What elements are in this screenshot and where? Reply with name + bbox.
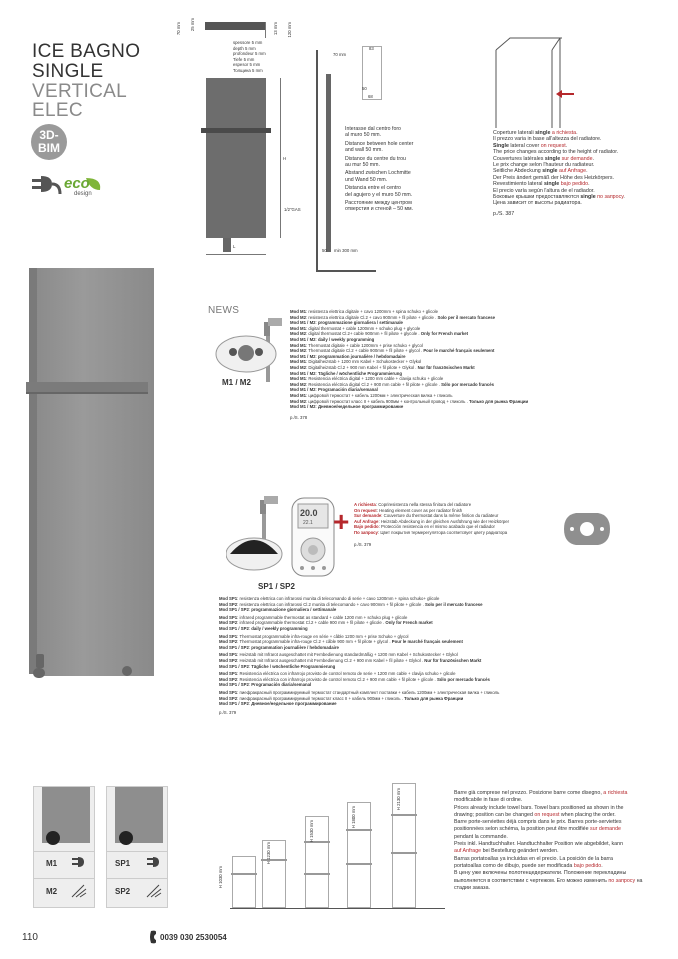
thumb-m2-label: M2 (46, 887, 58, 896)
sp-spec-line: Mod SP1 / SP2: programmation journalière / hebdomadaire (219, 644, 339, 650)
bars-line: positionnées selon schéma, la position peut être modifiée sur demande (454, 826, 621, 833)
on-request-ref[interactable]: p./S. 379 (354, 541, 372, 547)
news-label: NEWS (208, 305, 240, 316)
dim-70-side: 70 mm (333, 52, 347, 57)
sp-model-label: SP1 / SP2 (258, 582, 295, 591)
height-label-1530: H 1530 mm (309, 820, 314, 843)
towel-bar-drawing (201, 128, 271, 133)
sp-spec-line: Mod SP1: Thermostat programmable infra-rouge en série + câble 1200 mm + prise Schuko + glycol (219, 633, 409, 639)
side-cover-line: The price changes according to the height of radiator. (493, 149, 619, 156)
side-cover-note (493, 130, 625, 217)
eco-sub: design (74, 191, 92, 197)
m-spec-line: Mod M1 / M2: programmazione giornaliera / settimanale (290, 320, 403, 326)
side-cover-line: Seitliche Abdeckung single auf Anfrage. (493, 168, 588, 175)
side-cover-line: Single lateral cover on request. (493, 142, 568, 149)
sp-spec-line: Mod SP1: infrared programmable thermostat as standard + cable 1200 mm + schuko plug + glicole (219, 614, 408, 620)
sp-spec-line: Mod SP2: infrared programmable thermostat Cl.2 + cable 900 mm + fil pilote + glicole . Only for French market (219, 620, 433, 626)
floor-line (316, 270, 376, 272)
radiator-photo-side (29, 268, 37, 674)
bracket-detail (362, 46, 382, 100)
sp-spec-block (219, 596, 499, 715)
side-cover-line: Цена зависит от высоты радиатора. (493, 200, 582, 207)
heating-element-drawing (223, 238, 231, 252)
bars-line: Barre porte-serviettes déjà compris dans le prix. Barres porte-serviettes (454, 819, 622, 826)
m-spec-block (290, 309, 528, 420)
bim-badge-line1: 3D- (39, 128, 59, 142)
phone-number[interactable]: 0039 030 2530054 (160, 933, 227, 942)
m-spec-line: Mod M2: цифровой термостат класс II + кабель 900мм + контрольный провод + гликоль . Только для рынка Франции (290, 398, 529, 404)
product-title-line3: VERTICAL (32, 81, 127, 102)
product-title-line1: ICE BAGNO (32, 41, 141, 62)
bars-line: portatoallas como de dibujo, puede ser modificada bajo pedido. (454, 862, 603, 869)
dim-68: 68 (368, 94, 373, 99)
radiator-front-drawing (206, 78, 266, 238)
interaxis-line: отверстия и стеной – 50 мм. (345, 206, 414, 213)
photo-foot-left (36, 654, 44, 668)
dim-50: 50 (362, 86, 367, 91)
m-spec-line: Mod M1 / M2: Programación diaria/semanal (290, 387, 378, 393)
height-label-1030: H 1030 mm (218, 866, 223, 889)
side-cover-line: Couvertures latérales single sur demande. (493, 155, 595, 162)
m-spec-line: Mod M1 / M2: Tägliche / wöchentliche Programmierung (290, 370, 402, 376)
interaxis-line: und Wand 50 mm. (345, 176, 388, 183)
radiator-photo (36, 268, 154, 676)
m-spec-line: Mod M2: Resistencia eléctrica digital Cl.2 + 900 mm cable + fil pilote + glicole . Sólo por mercado francés (290, 381, 495, 387)
thumb-m (33, 786, 95, 908)
phone-icon (149, 929, 159, 945)
m-spec-line: Mod M1: Thermostat digitale + cable 1200mm + prise schuko + glycol (290, 342, 423, 348)
sp-spec-line: Mod SP1: resistenza elettrica con infrarossi munita di telecomando di serie + cavo 1200mm + spina schuko+ glicole (219, 596, 440, 601)
thumb-sp2-label: SP2 (115, 887, 131, 896)
towel-bar-photo (26, 382, 148, 394)
sp-spec-line: Mod SP2: resistenza elettrica con infrarossi Cl.2 munita di telecomando + cavo 900mm + fil pilote + glicole . Solo per il mercato francese (219, 601, 483, 607)
photo-element (33, 668, 45, 678)
side-cover-line: Der Preis ändert gemäß der Höhe des Heizkörpers. (493, 174, 614, 181)
sp-spec-line: Mod SP2: пиефракрасный программируемый термостат класс II + кабель 900мм + гликоль . Только для рынка Франции (219, 695, 464, 701)
thermo-display-temp: 20.0 (300, 508, 318, 518)
interaxis-note (345, 126, 413, 213)
bars-line: Preis inkl. Handtuchhalter. Handtuchhalter Position wie abgebildet, kann (454, 841, 624, 848)
bars-line: Barre già comprese nel prezzo. Posizione barre come disegno, a richiesta (454, 790, 628, 796)
m-spec-line: Mod M2: Thermostat digitale Cl.2 + cable 900mm + fil pilote + glycol . Pour le marché français seulement (290, 348, 495, 354)
height-label-2130: H 2130 mm (396, 788, 401, 811)
sp-spec-line: Mod SP1: пиефракрасный программируемый термостат стандартный комплект поставки + кабель 1200мм + электрическая вилка + гликоль (219, 689, 500, 695)
thickness-ru: Толщина 5 mm (233, 67, 263, 73)
on-request-line: По запросу: Цвет покрытия термерегулятора соответсвует цвету радиатора (354, 529, 508, 535)
photo-foot-right (122, 666, 132, 676)
sp-spec-line: Mod SP1: Heizstab mit Infrarot ausgeschattet mit Fernbedienung standardmäßig + 1200 mm Kabel + Schukostecker + Glykol (219, 652, 458, 658)
m-spec-line: Mod M1: Resistencia eléctrica digital + 1200 mm cable + clavija schuko + glicole (290, 376, 444, 382)
side-cover-line: El precio varía según l'altura de el radiador. (493, 187, 595, 194)
plug-small-icon (145, 855, 163, 871)
bars-line: modificabile in fase di ordine. (454, 797, 523, 804)
height-label-1230: H 1230 mm (266, 842, 271, 865)
sp-spec-line: Mod SP1 / SP2: Tägliche / wöchentliche Programmierung (219, 663, 336, 669)
thumb-m-element (46, 831, 60, 845)
bars-line: выполняется в соответствии с чертежом. Его можно изменить по запросу на (454, 877, 643, 884)
bars-line: Barras portatoallas ya incluidas en el precio. La posición de la barra (454, 855, 613, 862)
thumb-sp1-label: SP1 (115, 859, 131, 868)
bars-line: стадии заказа. (454, 884, 490, 891)
dim-120: 120 mm (287, 22, 292, 38)
eco-design-logo (64, 176, 92, 197)
sp-spec-line: Mod SP2: Resistencia eléctrica con infrarrojo provisto de control remoto Cl.2 + 900 mm cable + fil pilote + glicole . Sólo por mercado francés (219, 676, 490, 682)
radiator-h1030 (232, 856, 256, 908)
interaxis-line: and wall 50 mm. (345, 147, 383, 154)
on-request-line: Auf Anfrage: Heizstab Abdeckung in der gleichen Ausführung wie der Heizkörper (354, 518, 510, 524)
sp-spec-line: Mod SP1 / SP2: programmazione giornaliera / settimanale (219, 607, 337, 613)
bim-badge[interactable] (31, 124, 67, 160)
m-spec-line: Mod M2: resistenza elettrica digitale Cl.2 + cavo 900mm + fil pilote + glicole . Solo per il mercato francese (290, 314, 496, 320)
dim-line-h (280, 78, 281, 238)
m-spec-line: Mod M1 / M2: daily / weekly programming (290, 336, 375, 342)
bim-badge-line2: BIM (38, 141, 60, 155)
on-request-block (354, 502, 509, 547)
side-cover-line: Coperture laterali single a richiesta. (493, 130, 578, 136)
dim-25: 25 mm (190, 18, 195, 32)
height-label-1800: H 1800 mm (351, 806, 356, 829)
dim-70: 70 mm (176, 22, 181, 36)
thumb-m1-label: M1 (46, 859, 58, 868)
top-section-profile (205, 22, 265, 30)
thickness-de: Tiefe 5 mm (233, 56, 255, 62)
cover-plate-image (560, 505, 614, 553)
sp-spec-line: Mod SP2: Heizstab mit Infrarot ausgeschattet mit Fernbedienung Cl.2 + 900 mm Kabel + fil pilote + Glykol . Nur für französischen Markt (219, 657, 482, 663)
sp-spec-line: Mod SP1 / SP2: daily / weekly programming (219, 625, 308, 631)
m-model-label: M1 / M2 (222, 378, 251, 387)
m-ref[interactable]: p./S. 378 (290, 414, 308, 420)
on-request-line: Sur demande: Couverture du thermostat dans la même finition du radiateur (354, 513, 499, 519)
bars-line: В цену уже включены полотенцедержатели. Положение перекладины (454, 870, 627, 877)
m-spec-line: Mod M1: digital thermostat + cable 1200mm + schuko plug + glycole (290, 325, 421, 331)
dim-L: L (233, 244, 236, 249)
m-spec-line: Mod M1: resistenza elettrica digitale + cavo 1200mm + spina schuko + glicole (290, 309, 438, 314)
dim-min300: min 300 mm (334, 248, 358, 253)
side-cover-ref[interactable]: p./S. 387 (493, 210, 515, 217)
dim-H: H (283, 156, 287, 161)
wires-icon (70, 883, 88, 899)
interaxis-line: al muro 50 mm. (345, 132, 382, 139)
side-cover-line: Revestimiento lateral single bajo pedido. (493, 181, 590, 188)
interaxis-line: Расстояние между центром (345, 200, 412, 207)
dim-line-l (206, 254, 266, 255)
dim-83: 83 (369, 46, 374, 51)
on-request-line: Bajo pedido: Protección resistencia en el mismo acabado que el radiador (354, 524, 495, 530)
sp-spec-line: Mod SP1 / SP2: Programación diaria/semanal (219, 682, 312, 688)
sp-spec-line: Mod SP2: Thermostat programmable infra-rouge Cl.2 + câble 900 mm + fil pilote + glycol . Pour le marché français seulement (219, 639, 463, 645)
thickness-it: spessore 5 mm (233, 40, 263, 45)
interaxis-line: Distance du centre du trou (345, 155, 406, 162)
m-spec-line: Mod M2: digital thermostat Cl.2+ cable 900mm + fil pilote + glycole . Only for French market (290, 331, 469, 337)
product-title-line4: ELEC (32, 100, 83, 121)
wires-icon (145, 883, 163, 899)
sp-spec-line: Mod SP1 / SP2: Дневное/недельное программирование (219, 701, 337, 707)
sp-spec-line: Mod SP1: Resistencia eléctrica con infrarrojo provisto de control remoto de serie + 1200 mm cable + clavija schuko + glicole (219, 671, 456, 677)
m-spec-line: Mod M1: цифровой термостат + кабель 1200мм + электрическая вилка + гликоль (290, 392, 453, 398)
thickness-note (233, 40, 266, 74)
side-cover-line: Il prezzo varia in base all'altezza del radiatore. (493, 136, 602, 143)
dim-13: 13 mm (273, 22, 278, 36)
m-spec-line: Mod M1 / M2: Дневное/недельное программирование (290, 404, 404, 410)
bars-line: drawing; position can be changed on request when placing the order. (454, 811, 616, 818)
side-cover-line: Le prix change selon l'hauteur du radiateur. (493, 162, 595, 169)
dim-gas: 1/2"GAS (284, 207, 301, 212)
eco-text: eco (64, 175, 90, 192)
plug-small-icon (70, 855, 88, 871)
thickness-fr: profondeur 5 mm (233, 51, 266, 57)
interaxis-line: del agujero y el muro 50 mm. (345, 191, 413, 198)
thumb-sp (106, 786, 168, 908)
plug-icon (30, 170, 64, 198)
radiator-side-drawing (326, 74, 331, 252)
dim-50-bottom: 50 (322, 248, 327, 253)
m-spec-line: Mod M1: Digitalheizstab + 1200 mm Kabel + Schukostecker + Glykol (290, 359, 422, 365)
side-cover-drawing (490, 20, 580, 130)
plus-sign: + (333, 506, 350, 537)
sp-ref[interactable]: p./S. 379 (219, 709, 237, 715)
product-title-line2: SINGLE (32, 61, 104, 82)
interaxis-line: Distancia entre el centro (345, 185, 401, 192)
towel-bar-note (454, 790, 642, 892)
on-request-line: A richiesta: Copriresistenza nella stessa finitura del radiatore (354, 502, 472, 507)
bars-line: Prices already include towel bars. Towel bars positioned as shown in the (454, 804, 624, 811)
dim-line (265, 22, 266, 38)
bars-line: pendant la commande. (454, 833, 508, 840)
baseline (230, 908, 445, 909)
page-number: 110 (22, 932, 38, 943)
bars-line: auf Anfrage bei Bestellung geändert werden. (454, 848, 559, 855)
thumb-sp-element (119, 831, 133, 845)
thickness-es: espesor 5 mm (233, 62, 261, 68)
thermo-display-sub: 22.1 (303, 520, 313, 526)
on-request-line: On request: Heating element cover as per radiator finish (354, 507, 463, 513)
m-spec-line: Mod M1 / M2: programmation journalière / hebdomadaire (290, 353, 406, 359)
wall-line (316, 50, 318, 272)
interaxis-line: Interasse dal centro foro (345, 126, 401, 132)
m-thermostat-image (208, 318, 288, 382)
side-cover-line: Боковые крышки предоставляются single по запросу. (493, 194, 625, 201)
m-spec-line: Mod M2: Digitalheizstab Cl.2 + 900 mm Kabel + fil pilote + Glykol . Nur für französischen Markt (290, 364, 475, 370)
interaxis-line: Distance between hole center (345, 140, 414, 147)
interaxis-line: au mur 50 mm. (345, 162, 380, 169)
interaxis-line: Abstand zwischen Lochmitte (345, 170, 411, 177)
thickness-en: depth 5 mm (233, 45, 256, 51)
